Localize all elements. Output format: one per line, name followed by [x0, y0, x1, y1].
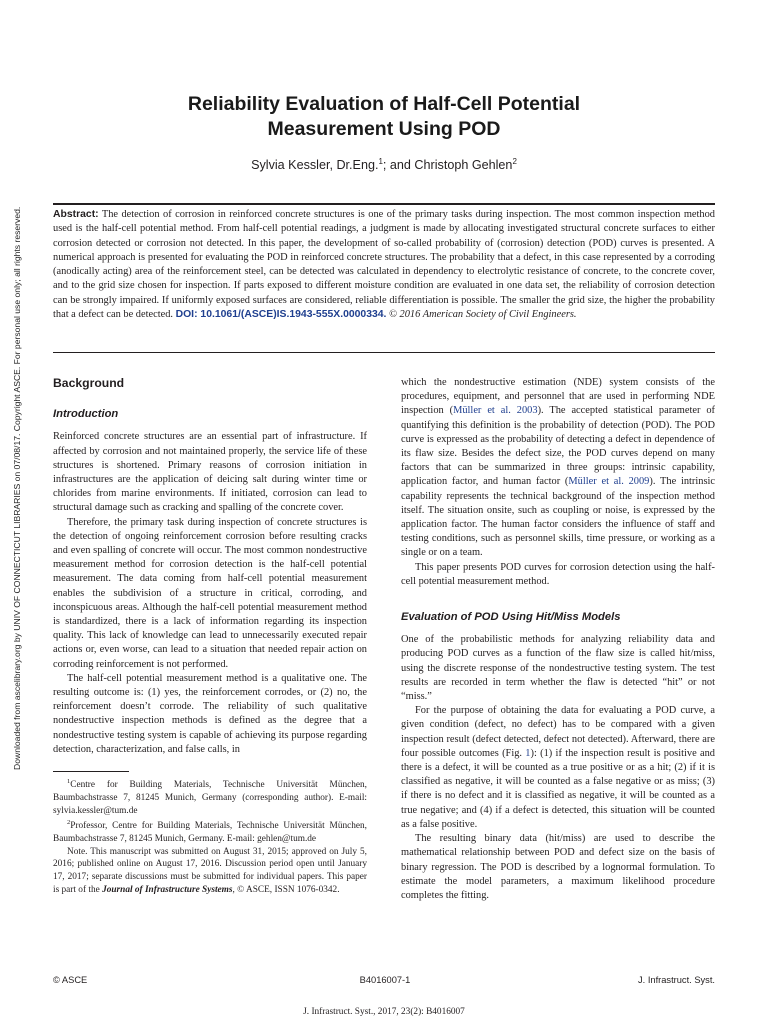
footnote-2	[53, 817, 367, 846]
footer-copyright: © ASCE	[53, 975, 88, 985]
abstract	[53, 208, 715, 322]
abstract-copyright: © 2016 American Society of Civil Engineers.	[386, 309, 577, 321]
abstract-label: Abstract:	[53, 209, 99, 220]
footnote-1-text: Centre for Building Materials, Technische Universität München, Baumbachstrasse 7, 81245 Munich, Germany (corresponding author). E-mail: sylvia.kessler@tum.de	[53, 780, 367, 816]
paper-title	[100, 92, 668, 142]
figure-1-link[interactable]: 1	[525, 747, 531, 759]
paragraph-intro-1: Reinforced concrete structures are an essential part of infrastructure. If affected by corrosion and not maintained properly, the service life of these structures is shortened. Primary reasons of corrosion initiation in infrastructures are the application of deicing salt during winter time or chlorides from marine environments. If initiated, corrosion can lead to structural damage such as cracking and spalling of the concrete cover.	[53, 431, 367, 514]
citation-muller-2009[interactable]: Müller et al. 2009	[568, 476, 650, 488]
paragraph-hit-miss-3: The resulting binary data (hit/miss) are used to describe the mathematical relationship between POD and defect size on the basis of binary regression. The POD is described by a lognormal formulation. To estimate the model parameters, a maximum likelihood procedure completes the fitting.	[401, 833, 715, 901]
doi-label: DOI:	[175, 309, 198, 321]
author-2-affil: 2	[512, 157, 517, 166]
footnote-rule	[53, 771, 129, 772]
manuscript-note-text-b: , © ASCE, ISSN 1076-0342.	[232, 884, 340, 895]
footnote-2-marker: 2	[67, 819, 71, 827]
abstract-top-rule	[53, 203, 715, 205]
paragraph-hit-miss-2-text-a: For the purpose of obtaining the data for evaluating a POD curve, a given condition (defect, no defect) has to be compared with a given inspection result (defect detected, defect not detected). Afterward, there are four possible outcomes (Fig.	[401, 705, 715, 759]
footer-journal: J. Infrastruct. Syst.	[638, 975, 715, 985]
author-line	[100, 157, 668, 172]
download-watermark-text: Downloaded from ascelibrary.org by UNIV OF CONNECTICUT LIBRARIES on 07/08/17. Copyright ASCE. For personal use only; all rights reserved.	[12, 206, 22, 770]
doi-link[interactable]: 10.1061/(ASCE)IS.1943-555X.0000334.	[197, 309, 387, 321]
paper-title-line1: Reliability Evaluation of Half-Cell Potential	[187, 93, 581, 115]
paragraph-reliability-text-b: ). The accepted statistical parameter of quantifying this definition is the probability of detection (POD). The POD curve is expressed as the probability of detecting a defect in dependence of its flaw size. Besides the defect size, the POD curves depend on many factors that can be summarized in three groups: intrinsic capability, application factor, and human factor (	[401, 405, 716, 488]
abstract-bottom-rule	[53, 352, 715, 353]
paper-title-line2: Measurement Using POD	[267, 118, 501, 140]
paragraph-scope: This paper presents POD curves for corrosion detection using the half-cell potential measurement method.	[401, 561, 715, 587]
paragraph-hit-miss-2	[401, 704, 715, 832]
section-heading-background: Background	[53, 376, 125, 390]
paragraph-intro-3: The half-cell potential measurement method is a qualitative one. The resulting outcome is: (1) yes, the reinforcement corrodes, or (2) no, the reinforcement doesn’t corrode. The reliability of such qualitative nondestructive inspection methods is defined as the degree that a nondestructive testing system is capable of achieving its purpose regarding detection, characterization, and false calls, in	[53, 672, 367, 755]
footer-page-id: B4016007-1	[359, 975, 411, 985]
paragraph-intro-2: Therefore, the primary task during inspection of concrete structures is the detection of ongoing reinforcement corrosion before resulting cracks and even spalling of concrete will occur. The most common nondestructive measurement method for corrosion detection is the half-cell potential measurement. The data coming from half-cell potential measurement enables the subdivision of a structure in critical, corroding, and inconspicuous areas. Although the half-cell potential measurement method is standardized, there is a lack of information regarding its inspection quality. This lack of knowledge can lead to unnecessarily executed repair actions or, even worse, can lead to a situation that needed repair action on corroding reinforcement is not performed.	[53, 516, 367, 670]
author-separator: ; and Christoph Gehlen	[382, 158, 513, 173]
subsection-heading-introduction: Introduction	[53, 408, 119, 421]
left-column	[53, 376, 367, 897]
paragraph-hit-miss-2-text-b: ): (1) if the inspection result is positive and there is a defect, it will be counted as a true positive or as a hit; (2) if it is classified as negative, it will be counted as a false negative or as miss; (3) if there is no defect and it is classified as negative, it will be counted as a true negative; and (4) if a defect is detected, this situation will be counted as a false positive.	[401, 747, 715, 830]
author-1: Sylvia Kessler, Dr.Eng.	[251, 158, 379, 173]
paragraph-reliability-text-c: ). The intrinsic capability represents the technical background of the inspection method itself. The situation onsite, such as coupling or noise, is expressed by the application factor. The human factor considers the influence of staff and testing conditions, such as personnel skills, time pressure, or working as a single or on a team.	[401, 476, 716, 559]
bottom-citation: J. Infrastruct. Syst., 2017, 23(2): B4016007	[303, 1007, 465, 1017]
abstract-body: The detection of corrosion in reinforced concrete structures is one of the primary tasks during inspection. The most common inspection method used is the half-cell potential method. From half-cell potential readings, a judgment is made by allocating investigated structural concrete surfaces to either corrosion detected or corrosion not detected. In this paper, the development of so-called probability of (corrosion) detection (POD) curves is presented. A numerical approach is presented for evaluating the POD in reinforced concrete structures. The probability that a defect, in this case represented by a corroding (anodically acting) area of the reinforcement steel, can be detected was calculated in dependency to electrolytic resistance of concrete, to the concrete cover, and to the grid size chosen for inspection. If parts exposed to different moisture condition are evaluated in one data set, the reliability of corrosion detection can be strongly impaired. If uniformly exposed surfaces are considered, reliable differentiation is possible. The smaller the grid size, the higher the probability that a defect can be detected.	[53, 209, 715, 321]
manuscript-note-text-a: Note. This manuscript was submitted on August 31, 2015; approved on July 5, 2016; published online on August 17, 2016. Discussion period open until January 17, 2017; separate discussions must be submitted for individual papers. This paper is part of the	[53, 846, 367, 895]
footnote-1-marker: 1	[67, 778, 71, 786]
paragraph-reliability-text-a: which the nondestructive estimation (NDE) system consists of the procedures, equipment, and personnel that are used in performing NDE inspection (	[401, 377, 715, 417]
paragraph-reliability	[401, 376, 715, 561]
author-1-affil: 1	[378, 157, 383, 166]
journal-name: Journal of Infrastructure Systems	[102, 884, 233, 895]
download-watermark	[12, 190, 22, 770]
citation-muller-2003[interactable]: Müller et al. 2003	[453, 405, 538, 417]
footnote-1	[53, 776, 367, 817]
subsection-heading-hit-miss: Evaluation of POD Using Hit/Miss Models	[401, 611, 621, 624]
paragraph-hit-miss-1: One of the probabilistic methods for analyzing reliability data and producing POD curves as a function of the flaw size is called hit/miss, using the discrete response of the nondestructive testing system. The test results are recorded in term whether the flaw is detected “hit” or not “miss.”	[401, 634, 715, 703]
footnote-2-text: Professor, Centre for Building Materials, Technische Universität München, Baumbachstrasse 7, 81245 Munich, Germany. E-mail: gehlen@tum.de	[53, 821, 367, 845]
right-column	[401, 376, 715, 903]
manuscript-note	[53, 846, 367, 897]
